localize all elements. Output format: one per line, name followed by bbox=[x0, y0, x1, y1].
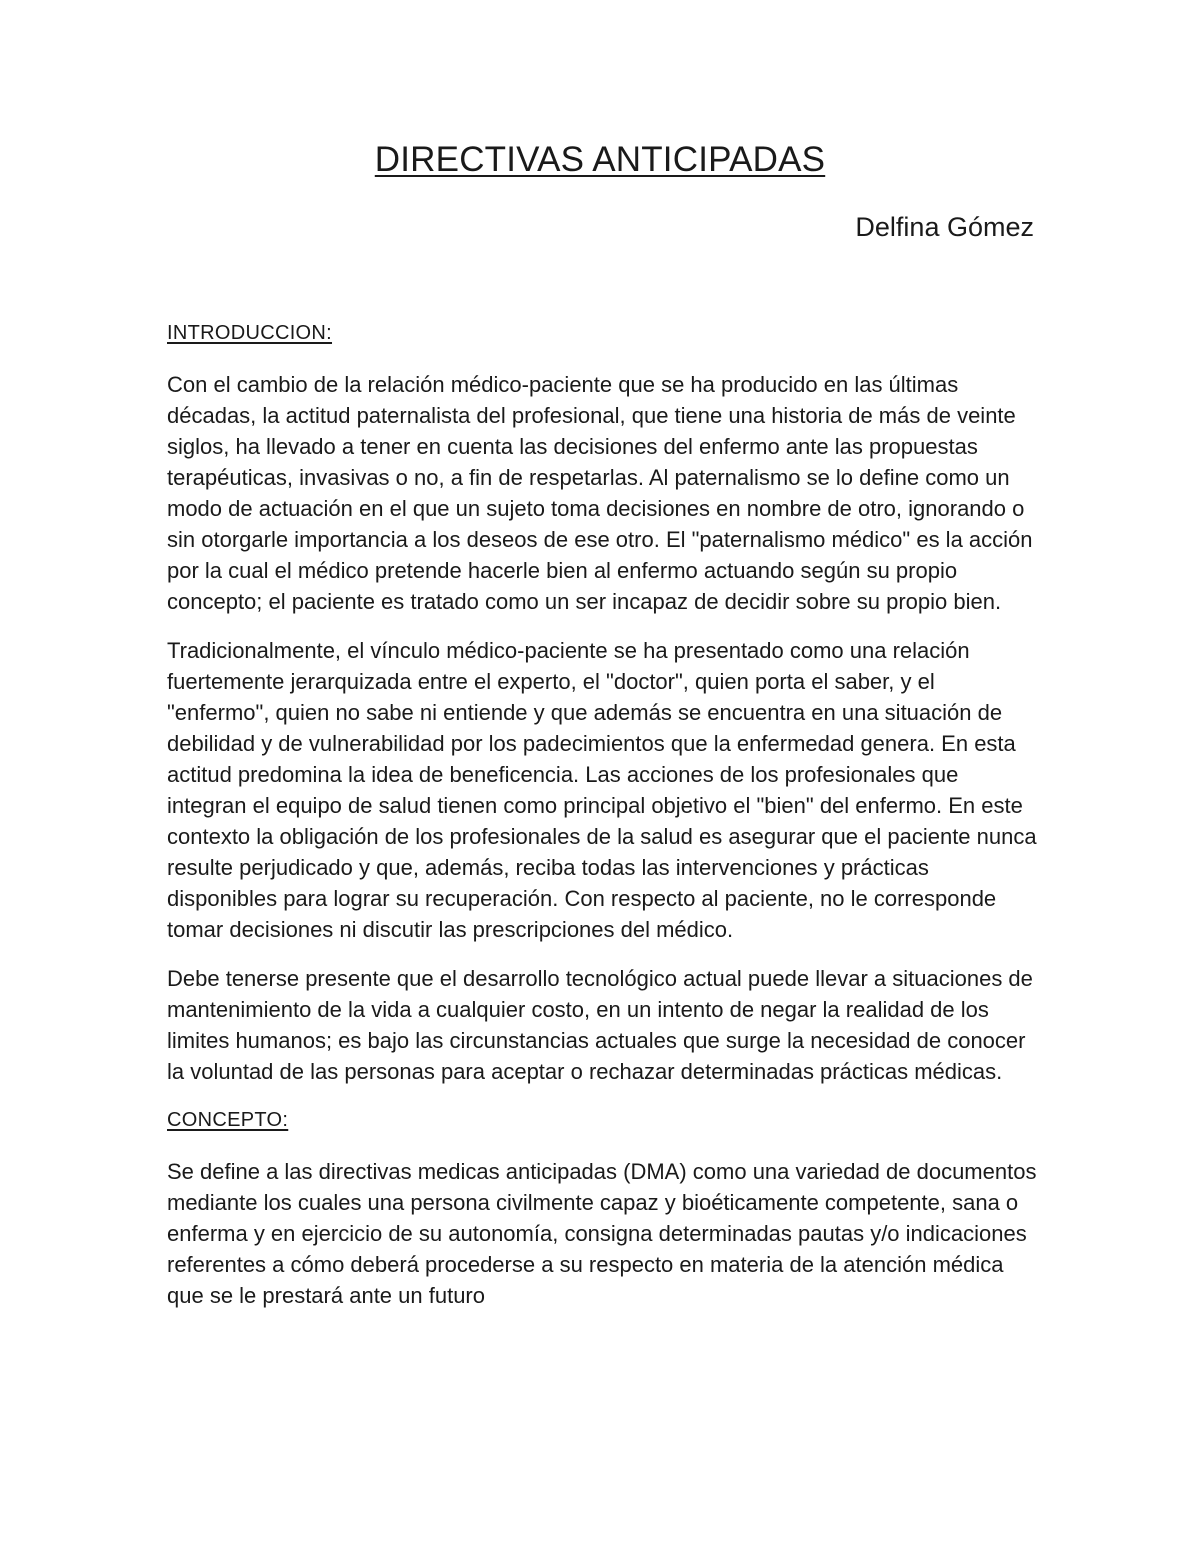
paragraph: Se define a las directivas medicas anticipadas (DMA) como una variedad de documentos mediante los cuales una persona civilmente capaz y bioéticamente competente, sana o enferma y en ejercicio de su autonomía, consigna determinadas pautas y/o indicaciones referentes a cómo deberá procederse a su respecto en materia de la atención médica que se le prestará ante un futuro bbox=[167, 1159, 1037, 1308]
document-body bbox=[167, 318, 1037, 1329]
document-title: DIRECTIVAS ANTICIPADAS bbox=[374, 140, 826, 179]
paragraph: Con el cambio de la relación médico-paciente que se ha producido en las últimas décadas, la actitud paternalista del profesional, que tiene una historia de más de veinte siglos, ha llevado a tener en cuenta las decisiones del enfermo ante las propuestas terapéuticas, invasivas o no, a fin de respetarlas. Al paternalismo se lo define como un modo de actuación en el que un sujeto toma decisiones en nombre de otro, ignorando o sin otorgarle importancia a los deseos de ese otro. El "paternalismo médico" es la acción por la cual el médico pretende hacerle bien al enfermo actuando según su propio concepto; el paciente es tratado como un ser incapaz de decidir sobre su propio bien. bbox=[167, 372, 1033, 614]
paragraph: Tradicionalmente, el vínculo médico-paciente se ha presentado como una relación fuertemente jerarquizada entre el experto, el "doctor", quien porta el saber, y el "enfermo", quien no sabe ni entiende y que además se encuentra en una situación de debilidad y de vulnerabilidad por los padecimientos que la enfermedad genera. En esta actitud predomina la idea de beneficencia. Las acciones de los profesionales que integran el equipo de salud tienen como principal objetivo el "bien" del enfermo. En este contexto la obligación de los profesionales de la salud es asegurar que el paciente nunca resulte perjudicado y que, además, reciba todas las intervenciones y prácticas disponibles para lograr su recuperación. Con respecto al paciente, no le corresponde tomar decisiones ni discutir las prescripciones del médico. bbox=[167, 638, 1037, 942]
section-heading-introduccion: INTRODUCCION: bbox=[167, 322, 333, 344]
section-heading-concepto: CONCEPTO: bbox=[167, 1109, 289, 1131]
paragraph: Debe tenerse presente que el desarrollo tecnológico actual puede llevar a situaciones de mantenimiento de la vida a cualquier costo, en un intento de negar la realidad de los limites humanos; es bajo las circunstancias actuales que surge la necesidad de conocer la voluntad de las personas para aceptar o rechazar determinadas prácticas médicas. bbox=[167, 966, 1033, 1084]
document-author: Delfina Gómez bbox=[855, 212, 1034, 242]
